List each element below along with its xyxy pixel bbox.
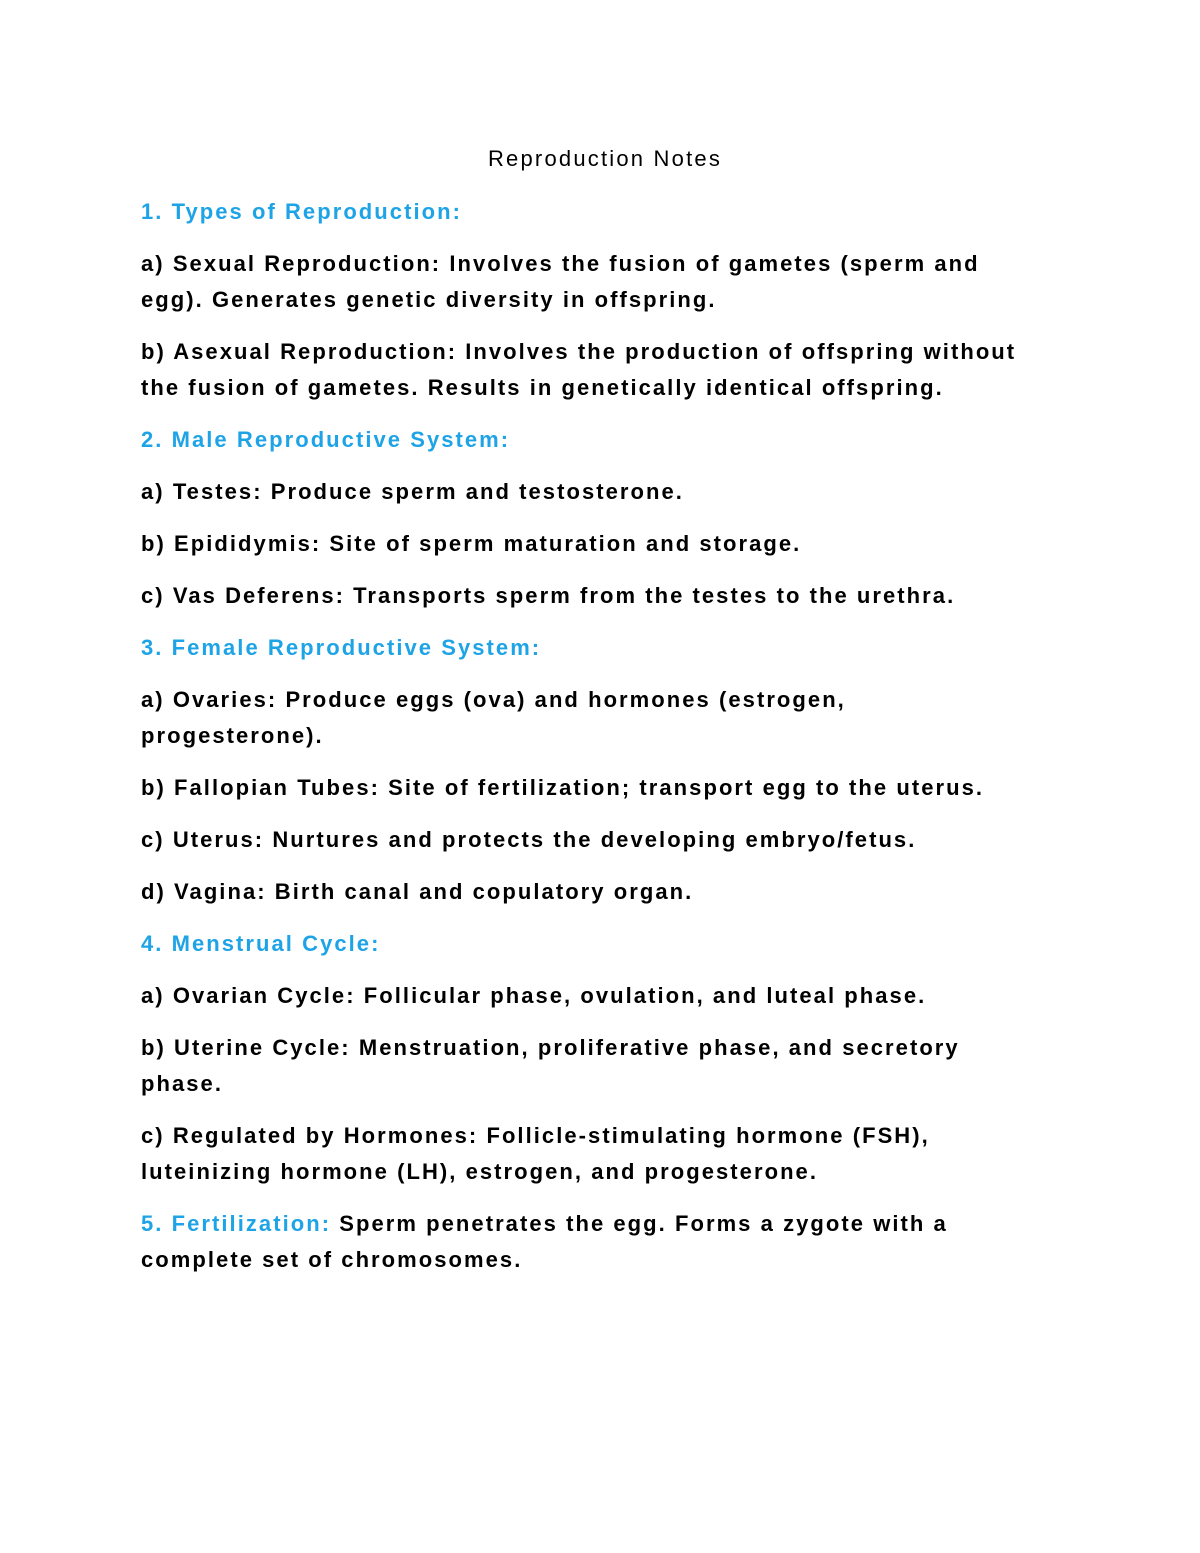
list-item-ovaries — [141, 682, 1061, 754]
document-page — [141, 142, 1061, 1294]
item-line: a) Ovaries: Produce eggs (ova) and hormones (estrogen, — [141, 687, 846, 712]
item-line: luteinizing hormone (LH), estrogen, and progesterone. — [141, 1159, 819, 1184]
list-item-sexual-reproduction — [141, 246, 1061, 318]
document-title: Reproduction Notes — [487, 146, 723, 171]
list-item-testes: a) Testes: Produce sperm and testosterone. — [141, 479, 684, 504]
item-line: phase. — [141, 1071, 223, 1096]
list-item-ovarian-cycle: a) Ovarian Cycle: Follicular phase, ovulation, and luteal phase. — [141, 983, 927, 1008]
list-item-vagina: d) Vagina: Birth canal and copulatory organ. — [141, 879, 694, 904]
section-heading-male-system: 2. Male Reproductive System: — [141, 427, 511, 452]
list-item-epididymis: b) Epididymis: Site of sperm maturation and storage. — [141, 531, 802, 556]
section-heading-menstrual-cycle: 4. Menstrual Cycle: — [141, 931, 381, 956]
section-heading-types: 1. Types of Reproduction: — [141, 199, 462, 224]
fertilization-text: Sperm penetrates the egg. Forms a zygote with a — [339, 1211, 948, 1236]
section-heading-female-system: 3. Female Reproductive System: — [141, 635, 542, 660]
list-item-vas-deferens: c) Vas Deferens: Transports sperm from the testes to the urethra. — [141, 583, 956, 608]
list-item-uterine-cycle — [141, 1030, 1061, 1102]
list-item-uterus: c) Uterus: Nurtures and protects the developing embryo/fetus. — [141, 827, 917, 852]
section-heading-fertilization: 5. Fertilization: — [141, 1211, 332, 1236]
item-line: b) Asexual Reproduction: Involves the production of offspring without — [141, 339, 1017, 364]
section-fertilization — [141, 1206, 1061, 1278]
item-line: progesterone). — [141, 723, 324, 748]
fertilization-text-continued: complete set of chromosomes. — [141, 1247, 523, 1272]
item-line: the fusion of gametes. Results in genetically identical offspring. — [141, 375, 944, 400]
list-item-fallopian-tubes: b) Fallopian Tubes: Site of fertilization; transport egg to the uterus. — [141, 775, 985, 800]
list-item-hormones — [141, 1118, 1061, 1190]
item-line: a) Sexual Reproduction: Involves the fusion of gametes (sperm and — [141, 251, 980, 276]
item-line: b) Uterine Cycle: Menstruation, proliferative phase, and secretory — [141, 1035, 960, 1060]
item-line: c) Regulated by Hormones: Follicle-stimulating hormone (FSH), — [141, 1123, 930, 1148]
item-line: egg). Generates genetic diversity in offspring. — [141, 287, 717, 312]
list-item-asexual-reproduction — [141, 334, 1061, 406]
